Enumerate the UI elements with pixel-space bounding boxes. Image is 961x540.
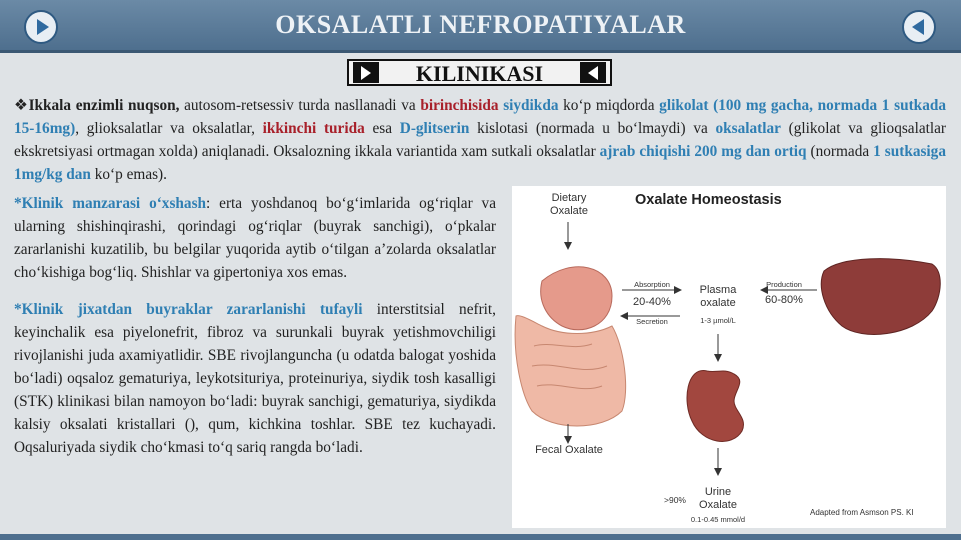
fecal-label: Fecal Oxalate (535, 444, 603, 456)
intro-highlight: oksalatlar (715, 120, 781, 137)
next-slide-button[interactable] (902, 10, 936, 44)
kidney-image (687, 371, 743, 442)
clinical-picture-title: *Klinik manzarasi o‘xshash (14, 195, 207, 212)
intro-text: , glioksalatlar va oksalatlar, (75, 120, 263, 137)
intro-highlight: ikkinchi turida (262, 120, 365, 137)
intro-highlight: 1 sutkasiga 1mg/kg dan (14, 143, 946, 183)
intro-text: (normada (806, 143, 874, 160)
kidney-damage-text: interstitsial nefrit, keyinchalik esa piyelonefrit, fibroz va surunkali buyrak yetishmovchiligi rivojlanishi juda axamiyatlidir. SBE rivojlanguncha (u odatda balogat yoshida bo‘ladi) oqsaloz gematuriya, leykotsituriya, proteinuriya, siydik tosh kasalligi (STK) klinikasi bilan namoyon bo‘ladi: buyrak sanchigi, gematuriya, siydikda kalsiy oksalati kristallari (), qum, kichkina toshlar. SBE tez kuchayadi. Oqsaluriyada siydik cho‘kmasi to‘q sariq rangda bo‘ladi. (14, 301, 496, 456)
section-right-marker (580, 62, 606, 83)
diagram-artwork (512, 186, 946, 528)
page-title: OKSALATLI NEFROPATIYALAR (275, 10, 686, 39)
absorption-label: Absorption (634, 280, 670, 289)
plasma-range: 1-3 µmol/L (700, 316, 736, 325)
production-label: Production (766, 280, 802, 289)
intro-text: kislotasi (normada u bo‘lmaydi) va (469, 120, 716, 137)
diagram-title: Oxalate Homeostasis (635, 192, 782, 208)
kidney-damage-title: *Klinik jixatdan buyraklar zararlanishi tufayli (14, 301, 363, 318)
clinical-picture-paragraph (14, 192, 496, 284)
diamond-bullet-icon: ❖ (14, 97, 29, 114)
section-label: KILINIKASI (415, 61, 544, 86)
plasma-label: Plasma oxalate (699, 284, 737, 309)
intro-paragraph (14, 94, 946, 186)
liver-image (821, 259, 940, 335)
header-bar (0, 0, 961, 53)
intro-highlight: D-glitserin (399, 120, 470, 137)
stomach-intestine-image (515, 267, 626, 426)
arrow-left-icon (588, 66, 598, 80)
dietary-label: Dietary Oxalate (550, 192, 588, 217)
intro-text: esa (364, 120, 400, 137)
secretion-label: Secretion (636, 317, 668, 326)
urine-percent: >90% (664, 495, 686, 505)
intro-highlight: birinchisida (420, 97, 499, 114)
intro-highlight: glikolat (100 mg gacha, normada 1 sutkada 15-16mg) (14, 97, 946, 137)
intro-text: ko‘p miqdorda (558, 97, 660, 114)
oxalate-homeostasis-diagram (512, 186, 946, 528)
clinical-picture-text: : erta yoshdanoq bo‘g‘imlarida og‘riqlar va ularning shishinqirashi, qorindagi og‘riqlar (buyrak sanchigi), o‘pkalar zararlanishi kuzatilib, bu belgilar yuqorida aytib o‘tilgan a’zolarda oksalatlar cho‘kishiga bog‘liq. Shishlar va gipertoniya xos emas. (14, 195, 496, 281)
section-left-marker (353, 62, 379, 83)
kidney-damage-paragraph (14, 298, 496, 459)
footer-bar (0, 534, 961, 540)
urine-label: Urine Oxalate (699, 486, 737, 511)
intro-highlight: ajrab chiqishi 200 mg dan ortiq (599, 143, 807, 160)
diagram-credit: Adapted from Asmson PS. KI (810, 508, 914, 517)
absorption-percent: 20-40% (633, 296, 671, 308)
intro-lead: Ikkala enzimli nuqson, (28, 97, 180, 114)
play-right-icon (912, 19, 924, 35)
clinical-text-column (14, 192, 496, 473)
intro-text: autosom-retsessiv turda nasllanadi va (179, 97, 421, 114)
intro-highlight: siydikda (503, 97, 559, 114)
intro-text: (glikolat va glioqsalatlar ekskretsiyasi ortmagan xolda) aniqlanadi. Oksalozning ikkala variantida xam sutkali oksalatlar (14, 120, 947, 160)
intro-text: ko‘p emas). (90, 166, 167, 183)
urine-range: 0.1-0.45 mmol/d (690, 515, 746, 524)
production-percent: 60-80% (765, 294, 803, 306)
section-heading (347, 59, 612, 86)
arrow-right-icon (361, 66, 371, 80)
